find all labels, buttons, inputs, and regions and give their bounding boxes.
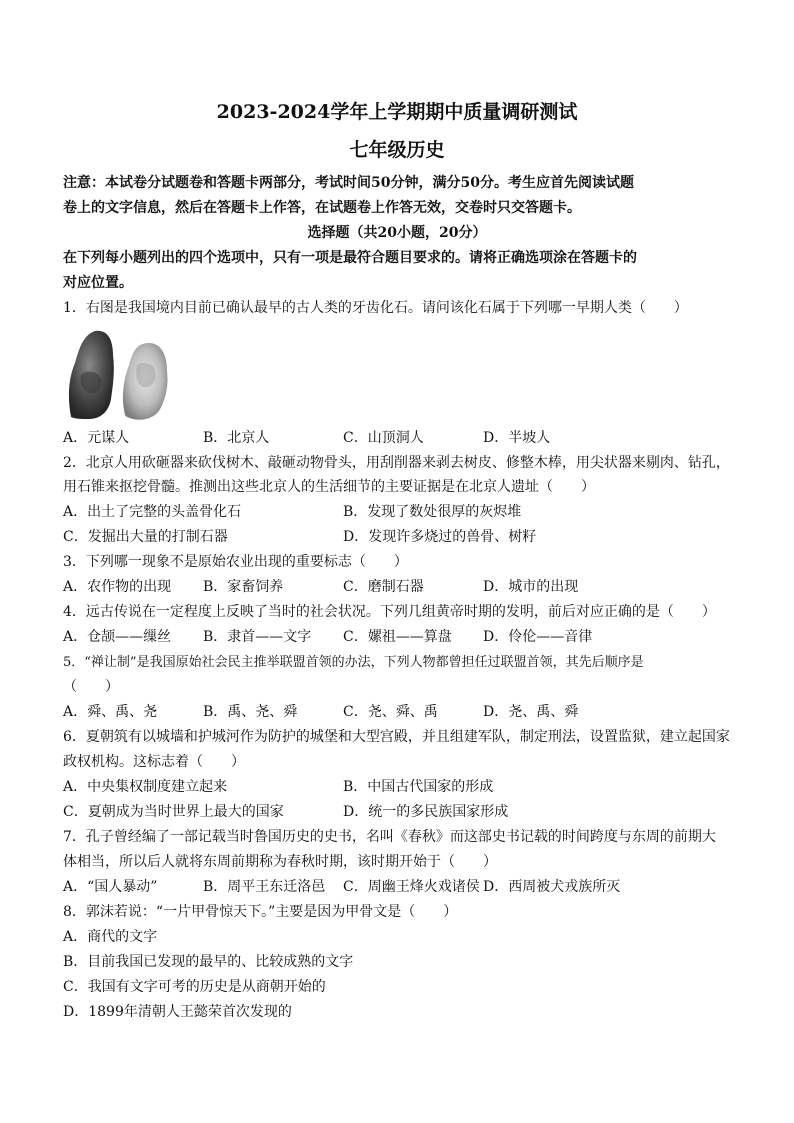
q8-stem: 8．郭沫若说：“一片甲骨惊天下。”主要是因为甲骨文是（ ）: [63, 904, 458, 920]
section-instruction-1: 在下列每小题列出的四个选项中，只有一项是最符合题目要求的。请将正确选项涂在答题卡的: [63, 250, 637, 266]
q8-option-d[interactable]: D．1899年清朝人王懿荣首次发现的: [63, 1004, 292, 1020]
q4-stem: 4．远古传说在一定程度上反映了当时的社会状况。下列几组黄帝时期的发明，前后对应正确的是（ ）: [63, 604, 716, 620]
q8-option-b[interactable]: B．目前我国已发现的最早的、比较成熟的文字: [63, 954, 354, 970]
q6-option-a[interactable]: A．中央集权制度建立起来: [63, 779, 228, 795]
q1-option-c[interactable]: C．山顶洞人: [343, 430, 424, 446]
q5-option-d[interactable]: D．尧、禹、舜: [483, 704, 579, 720]
q2-option-c[interactable]: C．发掘出大量的打制石器: [63, 529, 228, 545]
q7-stem-2: 体相当，所以后人就将东周前期称为春秋时期，该时期开始于（ ）: [63, 854, 497, 870]
q3-stem: 3．下列哪一现象不是原始农业出现的重要标志（ ）: [63, 554, 408, 570]
q7-stem-1: 7．孔子曾经编了一部记载当时鲁国历史的史书，名叫《春秋》而这部史书记载的时间跨度与东周的前期大: [63, 829, 716, 845]
q4-option-c[interactable]: C．嫘祖——算盘: [343, 629, 452, 645]
q7-option-b[interactable]: B．周平王东迁洛邑: [203, 879, 326, 895]
q7-option-d[interactable]: D．西周被犬戎族所灭: [483, 879, 621, 895]
q5-option-a[interactable]: A．舜、禹、尧: [63, 704, 158, 720]
q2-option-d[interactable]: D．发现许多烧过的兽骨、树籽: [343, 529, 537, 545]
q3-option-d[interactable]: D．城市的出现: [483, 579, 579, 595]
q3-option-a[interactable]: A．农作物的出现: [63, 579, 172, 595]
q6-stem-1: 6．夏朝筑有以城墙和护城河作为防护的城堡和大型宫殿，并且组建军队，制定刑法，设置监狱，建立起国家: [63, 729, 730, 745]
q8-option-c[interactable]: C．我国有文字可考的历史是从商朝开始的: [63, 979, 326, 995]
q1-option-d[interactable]: D．半坡人: [483, 430, 551, 446]
q6-option-b[interactable]: B．中国古代国家的形成: [343, 779, 494, 795]
section-title: 选择题（共20小题，20分）: [307, 225, 487, 241]
q8-option-a[interactable]: A．商代的文字: [63, 929, 158, 945]
q2-option-a[interactable]: A．出土了完整的头盖骨化石: [63, 504, 242, 520]
q1-stem: 1．右图是我国境内目前已确认最早的古人类的牙齿化石。请问该化石属于下列哪一早期人类（ ）: [63, 300, 688, 316]
q7-option-c[interactable]: C．周幽王烽火戏诸侯: [343, 879, 480, 895]
q6-option-c[interactable]: C．夏朝成为当时世界上最大的国家: [63, 804, 284, 820]
q4-option-b[interactable]: B．隶首——文字: [203, 629, 312, 645]
q2-stem-2: 用石锥来抠挖骨髓。推测出这些北京人的生活细节的主要证据是在北京人遗址（ ）: [63, 479, 595, 495]
q1-option-b[interactable]: B．北京人: [203, 430, 270, 446]
q6-option-d[interactable]: D．统一的多民族国家形成: [343, 804, 509, 820]
q5-option-b[interactable]: B．禹、尧、舜: [203, 704, 298, 720]
notice-line-2: 卷上的文字信息，然后在答题卡上作答，在试题卷上作答无效，交卷时只交答题卡。: [63, 200, 581, 216]
q5-stem-2: （ ）: [63, 679, 119, 695]
notice-line-1: 注意：本试卷分试题卷和答题卡两部分，考试时间50分钟，满分50分。考生应首先阅读试题: [63, 175, 634, 191]
q5-option-c[interactable]: C．尧、舜、禹: [343, 704, 438, 720]
q7-option-a[interactable]: A．“国人暴动”: [63, 879, 158, 895]
q2-stem-1: 2．北京人用砍砸器来砍伐树木、敲砸动物骨头，用刮削器来剥去树皮、修整木棒，用尖状器来剔肉、钻孔，: [63, 455, 730, 471]
q3-option-b[interactable]: B．家畜饲养: [203, 579, 284, 595]
q6-stem-2: 政权机构。这标志着（ ）: [63, 754, 245, 770]
section-instruction-2: 对应位置。: [63, 275, 133, 291]
exam-subtitle: 七年级历史: [349, 139, 445, 161]
tooth-fossil-image: [63, 325, 175, 423]
q2-option-b[interactable]: B．发现了数处很厚的灰烬堆: [343, 504, 522, 520]
q4-option-a[interactable]: A．仓颉——缫丝: [63, 629, 172, 645]
exam-title: 2023-2024学年上学期期中质量调研测试: [216, 101, 578, 123]
q3-option-c[interactable]: C．磨制石器: [343, 579, 424, 595]
q5-stem-1: 5．“禅让制”是我国原始社会民主推举联盟首领的办法，下列人物都曾担任过联盟首领，其先后顺序是: [63, 655, 644, 670]
q4-option-d[interactable]: D．伶伦——音律: [483, 629, 593, 645]
q1-option-a[interactable]: A．元谋人: [63, 430, 130, 446]
